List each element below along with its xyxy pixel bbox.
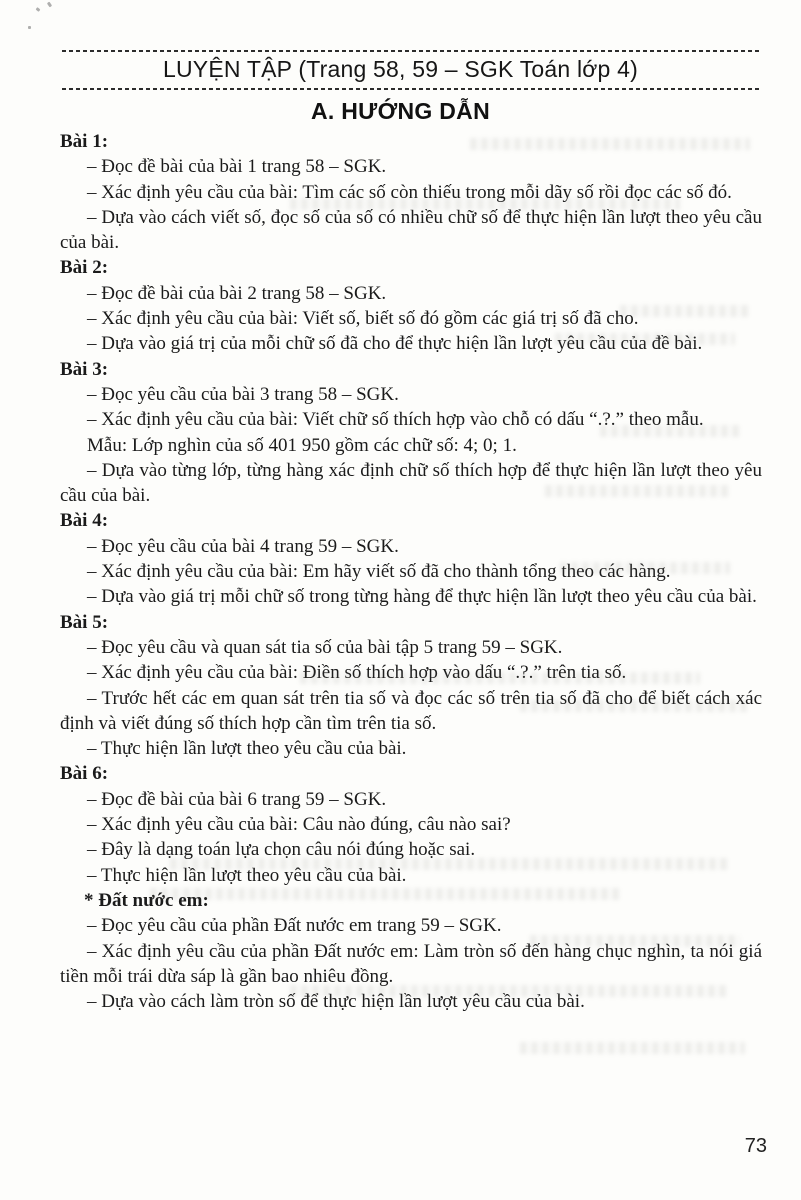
instruction-paragraph: – Xác định yêu cầu của phần Đất nước em: Làm tròn số đến hàng chục nghìn, ta nói giá tiền mỗi trái dừa sáp là gần bao nhiêu đồng. xyxy=(60,940,762,987)
scan-speck xyxy=(28,26,31,29)
instruction-paragraph: – Xác định yêu cầu của bài: Viết chữ số thích hợp vào chỗ có dấu “.?.” theo mẫu. xyxy=(87,409,704,431)
instruction-paragraph: – Dựa vào cách làm tròn số để thực hiện lần lượt yêu cầu của bài. xyxy=(87,991,585,1013)
bleed-through-artifact xyxy=(520,1042,745,1054)
page-header xyxy=(0,50,801,125)
lesson-title: LUYỆN TẬP (Trang 58, 59 – SGK Toán lớp 4) xyxy=(162,56,638,82)
exercise-section-6 xyxy=(60,761,762,887)
instruction-paragraph: – Đọc đề bài của bài 6 trang 59 – SGK. xyxy=(87,788,387,810)
instruction-paragraph: – Đây là dạng toán lựa chọn câu nói đúng hoặc sai. xyxy=(87,839,476,861)
instruction-paragraph: – Trước hết các em quan sát trên tia số và đọc các số trên tia số đã cho để biết cách xác định và viết đúng số thích hợp cần tìm trên tia số. xyxy=(60,687,762,734)
exercise-heading-6: Bài 6: xyxy=(60,763,109,785)
header-rule-bottom xyxy=(62,88,762,90)
exercise-section-3 xyxy=(60,357,762,509)
instruction-paragraph: – Đọc yêu cầu của bài 3 trang 58 – SGK. xyxy=(87,383,399,405)
exercise-section-4 xyxy=(60,508,762,609)
guidance-section-heading: A. HƯỚNG DẪN xyxy=(310,98,491,124)
instruction-paragraph: – Xác định yêu cầu của bài: Viết số, biết số đó gồm các giá trị số đã cho. xyxy=(87,308,639,330)
instruction-paragraph: – Đọc yêu cầu và quan sát tia số của bài tập 5 trang 59 – SGK. xyxy=(87,636,563,658)
instruction-paragraph: – Thực hiện lần lượt theo yêu cầu của bài. xyxy=(87,738,407,760)
guidance-content xyxy=(60,129,762,1014)
exercise-heading-4: Bài 4: xyxy=(60,510,109,532)
scan-speck xyxy=(36,7,41,12)
instruction-paragraph: – Đọc đề bài của bài 1 trang 58 – SGK. xyxy=(87,156,387,178)
page-number: 73 xyxy=(744,1135,767,1157)
exercise-heading-3: Bài 3: xyxy=(60,358,109,380)
exercise-section-1 xyxy=(60,129,762,255)
instruction-paragraph: – Xác định yêu cầu của bài: Tìm các số còn thiếu trong mỗi dãy số rồi đọc các số đó. xyxy=(87,181,732,203)
instruction-paragraph: – Đọc yêu cầu của phần Đất nước em trang 59 – SGK. xyxy=(87,915,502,937)
example-paragraph: Mẫu: Lớp nghìn của số 401 950 gồm các chữ số: 4; 0; 1. xyxy=(87,434,517,456)
instruction-paragraph: – Thực hiện lần lượt theo yêu cầu của bài. xyxy=(87,864,407,886)
exercise-heading-dat-nuoc-em: * Đất nước em: xyxy=(84,889,209,911)
exercise-heading-5: Bài 5: xyxy=(60,611,109,633)
exercise-section-5 xyxy=(60,610,762,762)
exercise-section-dat-nuoc-em xyxy=(60,888,762,1014)
instruction-paragraph: – Xác định yêu cầu của bài: Điền số thích hợp vào dấu “.?.” trên tia số. xyxy=(87,662,627,684)
instruction-paragraph: – Dựa vào giá trị mỗi chữ số trong từng hàng để thực hiện lần lượt theo yêu cầu của bài. xyxy=(87,586,757,608)
exercise-heading-1: Bài 1: xyxy=(60,131,109,152)
exercise-heading-2: Bài 2: xyxy=(60,257,109,279)
instruction-paragraph: – Đọc đề bài của bài 2 trang 58 – SGK. xyxy=(87,282,387,304)
scan-speck xyxy=(47,2,52,8)
instruction-paragraph: – Dựa vào cách viết số, đọc số của số có nhiều chữ số để thực hiện lần lượt theo yêu cầu của bài. xyxy=(60,206,762,254)
instruction-paragraph: – Xác định yêu cầu của bài: Em hãy viết số đã cho thành tổng theo các hàng. xyxy=(87,561,671,583)
instruction-paragraph: – Đọc yêu cầu của bài 4 trang 59 – SGK. xyxy=(87,535,399,557)
exercise-section-2 xyxy=(60,255,762,356)
instruction-paragraph: – Xác định yêu cầu của bài: Câu nào đúng, câu nào sai? xyxy=(87,814,511,836)
instruction-paragraph: – Dựa vào từng lớp, từng hàng xác định chữ số thích hợp để thực hiện lần lượt theo yêu cầu của bài. xyxy=(60,459,762,507)
instruction-paragraph: – Dựa vào giá trị của mỗi chữ số đã cho để thực hiện lần lượt yêu cầu của đề bài. xyxy=(87,333,703,355)
